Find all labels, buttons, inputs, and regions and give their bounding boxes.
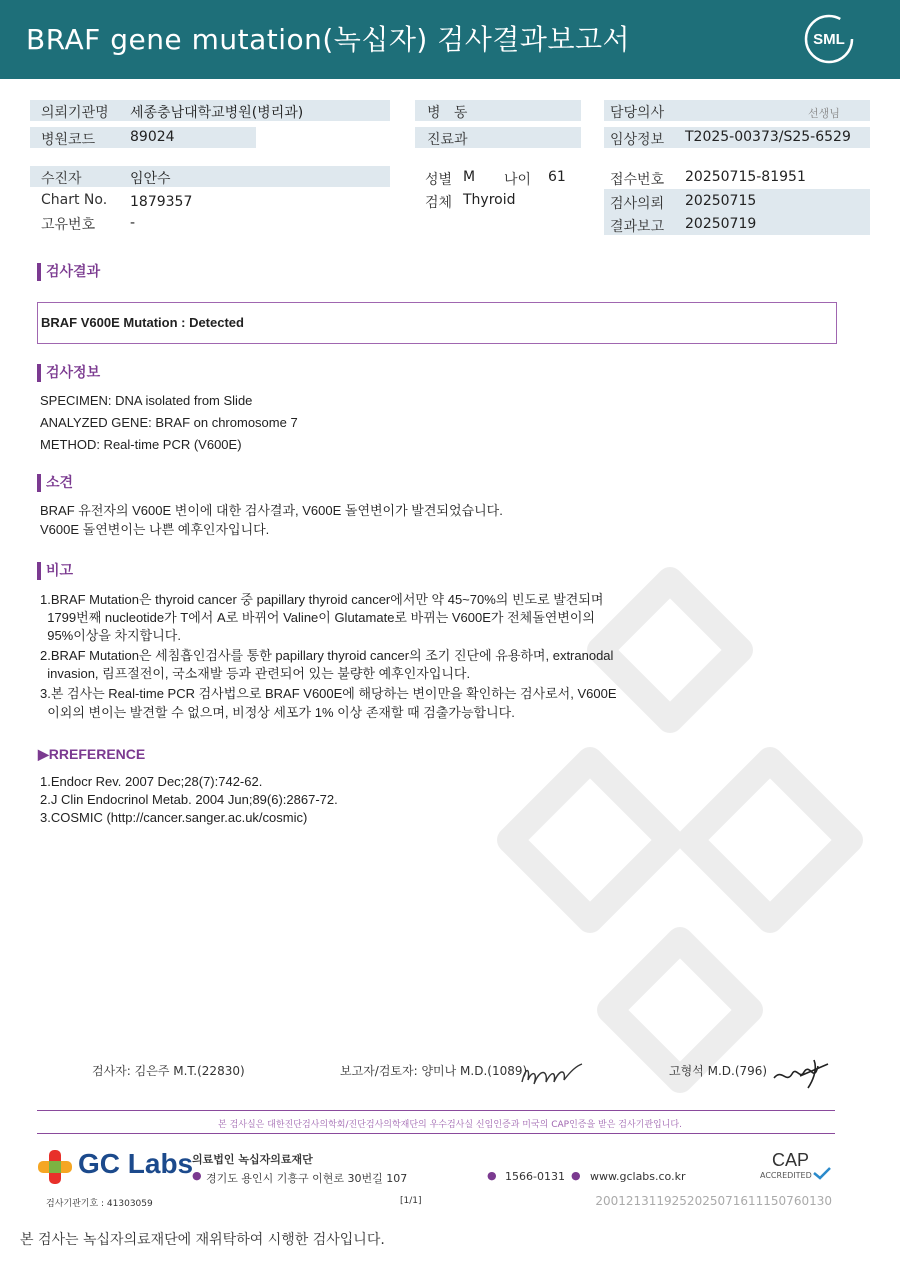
finding-heading: 소견 <box>37 474 73 492</box>
institution-value: 세종충남대학교병원(병리과) <box>130 105 304 121</box>
age-label: 나이 <box>504 172 532 188</box>
hospital-code-label: 병원코드 <box>41 132 96 148</box>
serial-number: 20012131192520250716111507601​30 <box>595 1194 832 1208</box>
specimen-value: Thyroid <box>463 192 516 208</box>
certification-text: 본 검사실은 대한진단검사의학회/진단검사의학재단의 우수검사실 신임인증과 미국의 CAP인증을 받은 검사기관입니다. <box>218 1120 682 1130</box>
note-line: 1.BRAF Mutation은 thyroid cancer 중 papillary thyroid cancer에서만 약 45~70%의 빈도로 발견되며 <box>40 592 604 607</box>
info-line: SPECIMEN: DNA isolated from Slide <box>40 393 253 408</box>
note-line: invasion, 림프절전이, 국소재발 등과 관련되어 있는 불량한 예후인자입니다. <box>40 666 471 681</box>
cap-accredited: ACCREDITED <box>760 1171 812 1180</box>
clinical-value: T2025-00373/S25-6529 <box>685 129 851 145</box>
cap-logo <box>750 1150 834 1186</box>
finding-line: BRAF 유전자의 V600E 변이에 대한 검사결과, V600E 돌연변이가 발견되었습니다. <box>40 503 503 518</box>
requested-label: 검사의뢰 <box>610 196 665 212</box>
institution-label: 의뢰기관명 <box>41 105 109 121</box>
reference-line: 3.COSMIC (http://cancer.sanger.ac.uk/cosmic) <box>40 810 308 825</box>
patient-value: 임안수 <box>130 171 171 187</box>
patient-bar <box>30 166 390 187</box>
receipt-value: 20250715-81951 <box>685 169 806 185</box>
home-icon: ● <box>571 1169 581 1182</box>
institution-number: 검사기관기호 : 41303059 <box>46 1199 153 1209</box>
sex-label: 성별 <box>425 172 453 188</box>
note-line: 95%이상을 차지합니다. <box>40 628 181 643</box>
patient-label: 수진자 <box>41 171 82 187</box>
note-line: 이외의 변이는 발견할 수 없으며, 비정상 세포가 1% 이상 존재할 때 검출가능합니다. <box>40 705 515 720</box>
location-icon: ● <box>192 1169 202 1182</box>
info-line: METHOD: Real-time PCR (V600E) <box>40 437 242 452</box>
reference-line: 2.J Clin Endocrinol Metab. 2004 Jun;89(6):2867-72. <box>40 792 338 807</box>
footer-divider-top <box>37 1110 835 1111</box>
gc-labs-wordmark: GC Labs <box>78 1148 194 1179</box>
check-icon <box>812 1166 832 1180</box>
unique-value: - <box>130 215 136 231</box>
reporter-handwritten-signature <box>518 1058 586 1090</box>
gc-cross-icon <box>36 1148 74 1186</box>
footer-divider-bottom <box>37 1133 835 1134</box>
result-heading: 검사결과 <box>37 263 100 281</box>
receipt-label: 접수번호 <box>610 172 665 188</box>
reported-label: 결과보고 <box>610 219 665 235</box>
specimen-label: 검체 <box>425 195 453 211</box>
note-line: 2.BRAF Mutation은 세침흡인검사를 통한 papillary thyroid cancer의 조기 진단에 유용하며, extranodal <box>40 648 614 663</box>
requested-value: 20250715 <box>685 193 757 209</box>
doctor-handwritten-signature <box>770 1054 832 1092</box>
hospital-code-value: 89024 <box>130 129 175 145</box>
notes-heading: 비고 <box>37 562 73 580</box>
reference-line: 1.Endocr Rev. 2007 Dec;28(7):742-62. <box>40 774 263 789</box>
reference-heading: ▶RREFERENCE <box>38 746 146 762</box>
phone: 1566-0131 <box>505 1170 565 1183</box>
foundation-name: 의료법인 녹십자의료재단 <box>192 1153 313 1166</box>
phone-icon: ● <box>487 1169 497 1182</box>
reporter-signature: 보고자/검토자: 양미나 M.D.(1089) <box>340 1064 528 1078</box>
chart-value: 1879357 <box>130 194 193 210</box>
website: www.gclabs.co.kr <box>590 1170 686 1183</box>
sex-value: M <box>463 169 476 185</box>
info-line: ANALYZED GENE: BRAF on chromosome 7 <box>40 415 298 430</box>
finding-line: V600E 돌연변이는 나쁜 예후인자입니다. <box>40 522 270 537</box>
svg-text:SML: SML <box>813 31 845 48</box>
unique-label: 고유번호 <box>41 217 96 233</box>
report-title: BRAF gene mutation(녹십자) 검사결과보고서 <box>26 23 631 56</box>
page-number: [1/1] <box>400 1196 422 1206</box>
tester-signature: 검사자: 김은주 M.T.(22830) <box>92 1064 245 1078</box>
doctor-label: 담당의사 <box>610 105 665 121</box>
info-heading: 검사정보 <box>37 364 100 382</box>
reported-value: 20250719 <box>685 216 757 232</box>
cap-wordmark: CAP <box>772 1150 810 1170</box>
sml-logo-icon <box>803 13 855 65</box>
doctor-signature: 고형석 M.D.(796) <box>669 1064 768 1078</box>
bottom-note: 본 검사는 녹십자의료재단에 재위탁하여 시행한 검사입니다. <box>20 1232 385 1248</box>
note-line: 1799번째 nucleotide가 T에서 A로 바뀌어 Valine이 Glutamate로 바뀌는 V600E가 전체돌연변이의 <box>40 610 595 625</box>
age-value: 61 <box>548 169 566 185</box>
address: 경기도 용인시 기흥구 이현로 30번길 107 <box>206 1172 408 1185</box>
result-text: BRAF V600E Mutation : Detected <box>41 315 244 330</box>
note-line: 3.본 검사는 Real-time PCR 검사법으로 BRAF V600E에 해당하는 변이만을 확인하는 검사로서, V600E <box>40 686 617 701</box>
clinical-label: 임상정보 <box>610 132 665 148</box>
ward-label: 병 동 <box>427 105 468 121</box>
dept-label: 진료과 <box>427 132 468 148</box>
chart-label: Chart No. <box>41 192 108 208</box>
doctor-suffix: 선생님 <box>808 107 840 120</box>
